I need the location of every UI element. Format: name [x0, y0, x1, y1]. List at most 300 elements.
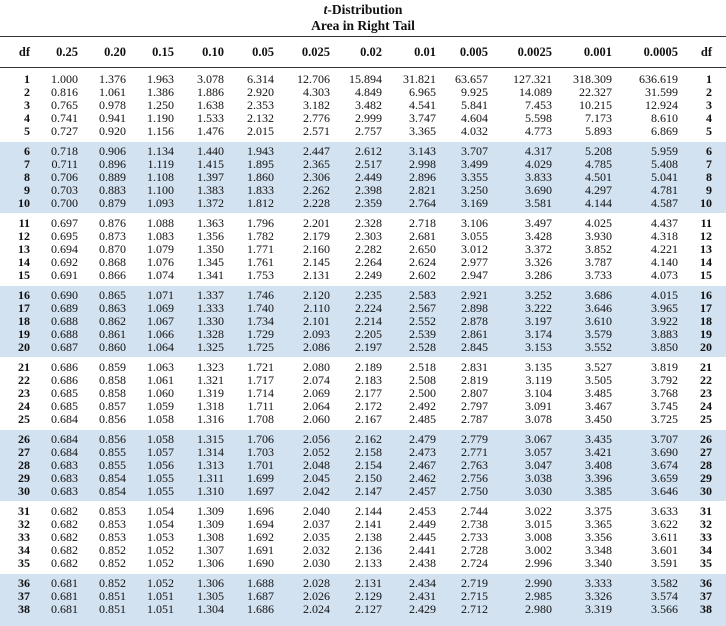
row-df-label: 3 [24, 98, 30, 112]
critical-value-cell: 2.845 [461, 340, 488, 354]
table-row [0, 125, 726, 138]
critical-value-cell: 2.032 [303, 543, 330, 557]
critical-value-cell: 1.753 [247, 268, 274, 282]
critical-value-cell: 1.119 [147, 157, 174, 171]
critical-value-cell: 3.707 [461, 144, 488, 158]
critical-value-cell: 2.026 [303, 589, 330, 603]
critical-value-cell: 2.438 [409, 556, 436, 570]
critical-value-cell: 1.415 [197, 157, 224, 171]
critical-value-cell: 3.850 [651, 340, 678, 354]
critical-value-cell: 3.787 [585, 255, 612, 269]
critical-value-cell: 2.024 [303, 602, 330, 616]
critical-value-cell: 2.977 [461, 255, 488, 269]
critical-value-cell: 2.999 [355, 111, 382, 125]
column-header-area: 0.005 [459, 45, 488, 59]
critical-value-cell: 0.692 [51, 255, 78, 269]
critical-value-cell: 0.688 [51, 327, 78, 341]
critical-value-cell: 1.156 [147, 124, 174, 138]
row-df-label-right: 9 [706, 183, 712, 197]
critical-value-cell: 0.860 [99, 340, 126, 354]
critical-value-cell: 1.052 [147, 556, 174, 570]
row-df-label: 34 [18, 543, 30, 557]
row-df-label-right: 35 [700, 556, 712, 570]
critical-value-cell: 2.612 [355, 144, 382, 158]
critical-value-cell: 2.110 [303, 301, 330, 315]
critical-value-cell: 0.689 [51, 301, 78, 315]
critical-value-cell: 1.093 [147, 196, 174, 210]
critical-value-cell: 1.345 [197, 255, 224, 269]
critical-value-cell: 0.684 [51, 412, 78, 426]
critical-value-cell: 3.319 [585, 602, 612, 616]
table-title [0, 2, 726, 34]
critical-value-cell: 2.131 [355, 576, 382, 590]
row-df-label-right: 2 [706, 85, 712, 99]
critical-value-cell: 4.317 [525, 144, 552, 158]
critical-value-cell: 2.462 [409, 471, 436, 485]
critical-value-cell: 3.930 [585, 229, 612, 243]
critical-value-cell: 3.008 [525, 530, 552, 544]
critical-value-cell: 0.686 [51, 360, 78, 374]
critical-value-cell: 1.638 [197, 98, 224, 112]
critical-value-cell: 1.307 [197, 543, 224, 557]
critical-value-cell: 2.807 [461, 386, 488, 400]
critical-value-cell: 0.727 [51, 124, 78, 138]
critical-value-cell: 1.061 [147, 373, 174, 387]
critical-value-cell: 2.035 [303, 530, 330, 544]
row-df-label-right: 3 [706, 98, 712, 112]
critical-value-cell: 2.167 [355, 412, 382, 426]
critical-value-cell: 2.145 [303, 255, 330, 269]
critical-value-cell: 3.222 [525, 301, 552, 315]
critical-value-cell: 2.060 [303, 412, 330, 426]
row-df-label: 14 [18, 255, 30, 269]
critical-value-cell: 0.870 [99, 242, 126, 256]
column-header-area: 0.10 [202, 45, 224, 59]
row-df-label: 23 [18, 386, 30, 400]
critical-value-cell: 2.398 [355, 183, 382, 197]
critical-value-cell: 3.768 [651, 386, 678, 400]
critical-value-cell: 2.718 [409, 216, 436, 230]
critical-value-cell: 0.682 [51, 556, 78, 570]
critical-value-cell: 2.571 [303, 124, 330, 138]
critical-value-cell: 0.682 [51, 530, 78, 544]
critical-value-cell: 3.119 [525, 373, 552, 387]
critical-value-cell: 2.434 [409, 576, 436, 590]
critical-value-cell: 2.172 [355, 399, 382, 413]
critical-value-cell: 3.582 [651, 576, 678, 590]
critical-value-cell: 1.963 [147, 72, 174, 86]
critical-value-cell: 8.610 [651, 111, 678, 125]
critical-value-cell: 1.057 [147, 445, 174, 459]
row-df-label-right: 13 [700, 242, 712, 256]
row-df-label-right: 6 [706, 144, 712, 158]
critical-value-cell: 1.687 [247, 589, 274, 603]
critical-value-cell: 3.333 [585, 576, 612, 590]
critical-value-cell: 2.189 [355, 360, 382, 374]
critical-value-cell: 4.785 [585, 157, 612, 171]
critical-value-cell: 2.214 [355, 314, 382, 328]
critical-value-cell: 2.154 [355, 458, 382, 472]
critical-value-cell: 2.138 [355, 530, 382, 544]
critical-value-cell: 0.706 [51, 170, 78, 184]
critical-value-cell: 1.108 [147, 170, 174, 184]
critical-value-cell: 2.132 [247, 111, 274, 125]
critical-value-cell: 5.408 [651, 157, 678, 171]
critical-value-cell: 3.375 [585, 504, 612, 518]
critical-value-cell: 2.037 [303, 517, 330, 531]
critical-value-cell: 3.485 [585, 386, 612, 400]
critical-value-cell: 4.303 [303, 85, 330, 99]
critical-value-cell: 1.321 [197, 373, 224, 387]
critical-value-cell: 0.681 [51, 589, 78, 603]
critical-value-cell: 1.383 [197, 183, 224, 197]
column-header-area: 0.0025 [517, 45, 552, 59]
critical-value-cell: 2.101 [303, 314, 330, 328]
critical-value-cell: 5.893 [585, 124, 612, 138]
critical-value-cell: 1.397 [197, 170, 224, 184]
critical-value-cell: 2.518 [409, 360, 436, 374]
row-df-label: 30 [18, 484, 30, 498]
critical-value-cell: 4.015 [651, 288, 678, 302]
critical-value-cell: 3.450 [585, 412, 612, 426]
critical-value-cell: 1.052 [147, 543, 174, 557]
critical-value-cell: 0.684 [51, 432, 78, 446]
critical-value-cell: 1.061 [99, 85, 126, 99]
critical-value-cell: 1.943 [247, 144, 274, 158]
critical-value-cell: 0.690 [51, 288, 78, 302]
critical-value-cell: 2.365 [303, 157, 330, 171]
row-df-label: 7 [24, 157, 30, 171]
critical-value-cell: 4.025 [585, 216, 612, 230]
row-df-label: 9 [24, 183, 30, 197]
critical-value-cell: 2.492 [409, 399, 436, 413]
critical-value-cell: 0.683 [51, 471, 78, 485]
row-df-label-right: 25 [700, 412, 712, 426]
row-df-label-right: 32 [700, 517, 712, 531]
critical-value-cell: 2.878 [461, 314, 488, 328]
row-df-label-right: 17 [700, 301, 712, 315]
column-header-area: 0.01 [414, 45, 436, 59]
critical-value-cell: 0.851 [99, 589, 126, 603]
critical-value-cell: 2.064 [303, 399, 330, 413]
critical-value-cell: 1.318 [197, 399, 224, 413]
critical-value-cell: 2.086 [303, 340, 330, 354]
critical-value-cell: 3.690 [651, 445, 678, 459]
critical-value-cell: 1.058 [147, 412, 174, 426]
row-df-label-right: 8 [706, 170, 712, 184]
column-header-df: df [700, 45, 712, 59]
critical-value-cell: 2.441 [409, 543, 436, 557]
row-df-label-right: 12 [700, 229, 712, 243]
critical-value-cell: 5.041 [651, 170, 678, 184]
critical-value-cell: 1.306 [197, 556, 224, 570]
critical-value-cell: 2.141 [355, 517, 382, 531]
critical-value-cell: 1.063 [147, 360, 174, 374]
critical-value-cell: 3.057 [525, 445, 552, 459]
critical-value-cell: 2.728 [461, 543, 488, 557]
critical-value-cell: 1.690 [247, 556, 274, 570]
critical-value-cell: 3.610 [585, 314, 612, 328]
critical-value-cell: 3.169 [461, 196, 488, 210]
critical-value-cell: 4.032 [461, 124, 488, 138]
critical-value-cell: 3.047 [525, 458, 552, 472]
critical-value-cell: 0.853 [99, 504, 126, 518]
critical-value-cell: 0.682 [51, 504, 78, 518]
critical-value-cell: 0.685 [51, 399, 78, 413]
critical-value-cell: 0.858 [99, 373, 126, 387]
critical-value-cell: 2.508 [409, 373, 436, 387]
row-df-label-right: 26 [700, 432, 712, 446]
table-row [0, 557, 726, 570]
critical-value-cell: 1.372 [197, 196, 224, 210]
critical-value-cell: 1.309 [197, 517, 224, 531]
critical-value-cell: 1.064 [147, 340, 174, 354]
critical-value-cell: 2.473 [409, 445, 436, 459]
critical-value-cell: 2.920 [247, 85, 274, 99]
critical-value-cell: 2.552 [409, 314, 436, 328]
row-df-label: 15 [18, 268, 30, 282]
critical-value-cell: 3.002 [525, 543, 552, 557]
critical-value-cell: 2.449 [355, 170, 382, 184]
critical-value-cell: 3.174 [525, 327, 552, 341]
critical-value-cell: 6.869 [651, 124, 678, 138]
critical-value-cell: 3.482 [355, 98, 382, 112]
critical-value-cell: 2.771 [461, 445, 488, 459]
table-row [0, 269, 726, 282]
critical-value-cell: 2.500 [409, 386, 436, 400]
critical-value-cell: 3.852 [585, 242, 612, 256]
critical-value-cell: 2.262 [303, 183, 330, 197]
critical-value-cell: 2.998 [409, 157, 436, 171]
critical-value-cell: 3.965 [651, 301, 678, 315]
table-row [0, 341, 726, 354]
critical-value-cell: 4.073 [651, 268, 678, 282]
critical-value-cell: 3.348 [585, 543, 612, 557]
row-df-label: 16 [18, 288, 30, 302]
critical-value-cell: 3.499 [461, 157, 488, 171]
row-df-label-right: 10 [700, 196, 712, 210]
critical-value-cell: 1.055 [147, 471, 174, 485]
critical-value-cell: 1.706 [247, 432, 274, 446]
critical-value-cell: 1.708 [247, 412, 274, 426]
critical-value-cell: 1.304 [197, 602, 224, 616]
critical-value-cell: 3.012 [461, 242, 488, 256]
critical-value-cell: 1.711 [247, 399, 274, 413]
critical-value-cell: 1.697 [247, 484, 274, 498]
critical-value-cell: 3.197 [525, 314, 552, 328]
critical-value-cell: 2.045 [303, 471, 330, 485]
critical-value-cell: 2.744 [461, 504, 488, 518]
critical-value-cell: 4.144 [585, 196, 612, 210]
critical-value-cell: 3.552 [585, 340, 612, 354]
critical-value-cell: 3.030 [525, 484, 552, 498]
critical-value-cell: 1.694 [247, 517, 274, 531]
critical-value-cell: 1.833 [247, 183, 274, 197]
critical-value-cell: 2.449 [409, 517, 436, 531]
critical-value-cell: 1.066 [147, 327, 174, 341]
critical-value-cell: 1.350 [197, 242, 224, 256]
row-df-label-right: 24 [700, 399, 712, 413]
critical-value-cell: 10.215 [579, 98, 612, 112]
critical-value-cell: 0.853 [99, 517, 126, 531]
critical-value-cell: 1.771 [247, 242, 274, 256]
critical-value-cell: 3.611 [651, 530, 678, 544]
critical-value-cell: 2.127 [355, 602, 382, 616]
critical-value-cell: 4.318 [651, 229, 678, 243]
critical-value-cell: 1.386 [147, 85, 174, 99]
critical-value-cell: 1.761 [247, 255, 274, 269]
row-df-label-right: 5 [706, 124, 712, 138]
critical-value-cell: 1.051 [147, 602, 174, 616]
critical-value-cell: 0.851 [99, 602, 126, 616]
critical-value-cell: 3.633 [651, 504, 678, 518]
critical-value-cell: 3.725 [651, 412, 678, 426]
critical-value-cell: 1.313 [197, 458, 224, 472]
critical-value-cell: 2.467 [409, 458, 436, 472]
critical-value-cell: 2.712 [461, 602, 488, 616]
critical-value-cell: 7.453 [525, 98, 552, 112]
column-header-area: 0.001 [583, 45, 612, 59]
critical-value-cell: 1.054 [147, 517, 174, 531]
critical-value-cell: 2.787 [461, 412, 488, 426]
critical-value-cell: 6.314 [247, 72, 274, 86]
critical-value-cell: 0.856 [99, 412, 126, 426]
critical-value-cell: 2.750 [461, 484, 488, 498]
critical-value-cell: 3.104 [525, 386, 552, 400]
critical-value-cell: 0.688 [51, 314, 78, 328]
critical-value-cell: 2.757 [355, 124, 382, 138]
critical-value-cell: 1.055 [147, 484, 174, 498]
critical-value-cell: 31.821 [403, 72, 436, 86]
critical-value-cell: 2.264 [355, 255, 382, 269]
critical-value-cell: 3.038 [525, 471, 552, 485]
critical-value-cell: 2.359 [355, 196, 382, 210]
critical-value-cell: 0.857 [99, 399, 126, 413]
critical-value-cell: 6.965 [409, 85, 436, 99]
critical-value-cell: 0.855 [99, 445, 126, 459]
critical-value-cell: 3.591 [651, 556, 678, 570]
critical-value-cell: 2.990 [525, 576, 552, 590]
critical-value-cell: 2.131 [303, 268, 330, 282]
critical-value-cell: 1.134 [147, 144, 174, 158]
critical-value-cell: 31.599 [645, 85, 678, 99]
row-df-label-right: 20 [700, 340, 712, 354]
critical-value-cell: 1.740 [247, 301, 274, 315]
row-df-label: 8 [24, 170, 30, 184]
critical-value-cell: 2.921 [461, 288, 488, 302]
critical-value-cell: 2.719 [461, 576, 488, 590]
critical-value-cell: 5.598 [525, 111, 552, 125]
critical-value-cell: 1.860 [247, 170, 274, 184]
critical-value-cell: 0.854 [99, 484, 126, 498]
critical-value-cell: 1.310 [197, 484, 224, 498]
critical-value-cell: 0.703 [51, 183, 78, 197]
critical-value-cell: 0.852 [99, 556, 126, 570]
column-header-df: df [18, 45, 30, 59]
critical-value-cell: 0.682 [51, 543, 78, 557]
critical-value-cell: 0.858 [99, 386, 126, 400]
critical-value-cell: 3.505 [585, 373, 612, 387]
critical-value-cell: 1.306 [197, 576, 224, 590]
critical-value-cell: 1.746 [247, 288, 274, 302]
critical-value-cell: 4.781 [651, 183, 678, 197]
critical-value-cell: 2.831 [461, 360, 488, 374]
table-row [0, 485, 726, 498]
critical-value-cell: 0.854 [99, 471, 126, 485]
row-df-label-right: 23 [700, 386, 712, 400]
critical-value-cell: 0.920 [99, 124, 126, 138]
critical-value-cell: 1.333 [197, 301, 224, 315]
critical-value-cell: 3.355 [461, 170, 488, 184]
row-df-label: 11 [18, 216, 30, 230]
critical-value-cell: 1.699 [247, 471, 274, 485]
critical-value-cell: 3.326 [585, 589, 612, 603]
critical-value-cell: 1.190 [147, 111, 174, 125]
row-df-label: 10 [18, 196, 30, 210]
critical-value-cell: 1.071 [147, 288, 174, 302]
critical-value-cell: 3.833 [525, 170, 552, 184]
critical-value-cell: 127.321 [513, 72, 552, 86]
critical-value-cell: 2.779 [461, 432, 488, 446]
critical-value-cell: 3.646 [651, 484, 678, 498]
critical-value-cell: 3.143 [409, 144, 436, 158]
title-main: -Distribution [327, 2, 403, 17]
critical-value-cell: 1.051 [147, 589, 174, 603]
critical-value-cell: 3.733 [585, 268, 612, 282]
critical-value-cell: 0.862 [99, 314, 126, 328]
critical-value-cell: 14.089 [519, 85, 552, 99]
row-df-label-right: 4 [706, 111, 712, 125]
critical-value-cell: 3.581 [525, 196, 552, 210]
critical-value-cell: 2.093 [303, 327, 330, 341]
critical-value-cell: 2.776 [303, 111, 330, 125]
critical-value-cell: 1.717 [247, 373, 274, 387]
row-df-label-right: 21 [700, 360, 712, 374]
critical-value-cell: 1.069 [147, 301, 174, 315]
critical-value-cell: 3.091 [525, 399, 552, 413]
row-df-label: 33 [18, 530, 30, 544]
critical-value-cell: 1.691 [247, 543, 274, 557]
critical-value-cell: 3.690 [525, 183, 552, 197]
critical-value-cell: 2.602 [409, 268, 436, 282]
critical-value-cell: 3.566 [651, 602, 678, 616]
critical-value-cell: 2.042 [303, 484, 330, 498]
critical-value-cell: 2.303 [355, 229, 382, 243]
critical-value-cell: 0.853 [99, 530, 126, 544]
critical-value-cell: 3.326 [525, 255, 552, 269]
critical-value-cell: 3.622 [651, 517, 678, 531]
critical-value-cell: 0.682 [51, 517, 78, 531]
critical-value-cell: 1.701 [247, 458, 274, 472]
critical-value-cell: 4.587 [651, 196, 678, 210]
critical-value-cell: 4.297 [585, 183, 612, 197]
critical-value-cell: 0.896 [99, 157, 126, 171]
critical-value-cell: 2.797 [461, 399, 488, 413]
critical-value-cell: 0.906 [99, 144, 126, 158]
critical-value-cell: 1.056 [147, 458, 174, 472]
critical-value-cell: 0.684 [51, 445, 78, 459]
critical-value-cell: 4.773 [525, 124, 552, 138]
critical-value-cell: 1.058 [147, 432, 174, 446]
column-header-area: 0.05 [252, 45, 274, 59]
critical-value-cell: 1.074 [147, 268, 174, 282]
row-df-label: 21 [18, 360, 30, 374]
row-df-label: 32 [18, 517, 30, 531]
critical-value-cell: 1.796 [247, 216, 274, 230]
critical-value-cell: 4.437 [651, 216, 678, 230]
critical-value-cell: 1.356 [197, 229, 224, 243]
critical-value-cell: 2.985 [525, 589, 552, 603]
